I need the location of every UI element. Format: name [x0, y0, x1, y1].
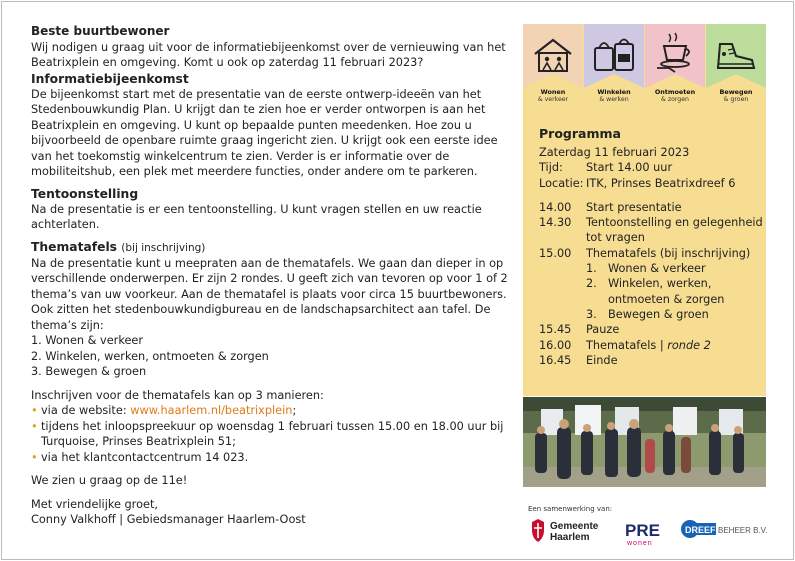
regards: Met vriendelijke groet, — [31, 497, 158, 511]
signup-intro: Inschrijven voor de thematafels kan op 3 manieren: — [31, 388, 324, 402]
tile-label: Bewegen & groen — [719, 88, 753, 103]
programma-panel — [523, 24, 766, 396]
coffee-cup-icon — [645, 24, 705, 88]
gemeente-line2: Haarlem — [550, 532, 590, 543]
gemeente-haarlem-logo — [528, 516, 608, 546]
tile-ontmoeten — [645, 24, 705, 120]
intro-paragraph: Wij nodigen u graag uit voor de informatiebijeenkomst over de vernieuwing van het Beatrixplein en omgeving. Komt u ook op zaterdag 11 februari 2023? — [31, 40, 506, 69]
tile-label: Ontmoeten & zorgen — [654, 88, 696, 103]
dreef-rest: BEHEER B.V. — [718, 526, 768, 535]
schedule-row: 15.00 Thematafels (bij inschrijving) — [539, 246, 751, 260]
gemeente-line1: Gemeente — [550, 521, 599, 532]
section-informatiebijeenkomst — [31, 71, 511, 180]
tile-label: Wonen & verkeer — [537, 88, 569, 103]
schedule-row: 15.45 Pauze — [539, 323, 620, 337]
pre-wonen-logo — [625, 518, 665, 548]
signup-list — [31, 403, 511, 465]
schedule-subitem: 2. Winkelen, werken, ontmoeten & zorgen — [586, 277, 725, 306]
section-title: Tentoonstelling — [31, 186, 139, 201]
tile-wonen — [523, 24, 583, 120]
house-people-icon — [523, 24, 583, 88]
tile-label: Winkelen & werken — [597, 88, 631, 103]
signature: Conny Valkhoff | Gebiedsmanager Haarlem-Oost — [31, 513, 306, 526]
collaboration-label: Een samenwerking van: — [528, 505, 613, 513]
section-tentoonstelling — [31, 186, 511, 233]
tile-winkelen — [584, 24, 644, 120]
website-link[interactable]: www.haarlem.nl/beatrixplein — [130, 404, 293, 417]
section-body: De bijeenkomst start met de presentatie van de eerste ontwerp-ideeën van het Stedenbouwkundig Plan. U krijgt dan te zien hoe er verder ontworpen is aan het Beatrixplein en omgeving. U kunt op bepaalde punten meedenken. Hoe zou u bijvoorbeeld de openbare ruimte graag ingericht zien. U krijgt ook een eerste idee van het toekomstig winkelcentrum te zien. Verder is er informatie over de mobiliteitshub, een plek met meerdere functies, onder andere om te parkeren. — [31, 87, 498, 178]
signup-spreekuur: • tijdens het inloopspreekuur op woensdag 1 februari tussen 15.00 en 18.00 uur bij Turquoise, Prinses Beatrixplein 51; — [31, 419, 511, 450]
section-body: Na de presentatie kunt u meepraten aan de thematafels. We gaan dan dieper in op verschillende onderwerpen. Er zijn 2 rondes. U geeft zich van tevoren op voor 1 of 2 thema’s van uw voorkeur. Aan de thematafel is plaats voor circa 15 buurtbewoners. Ook zitten het stedenbouwkundigbureau en de landschapsarchitect aan tafel. De thema’s zijn: — [31, 256, 508, 332]
theme-item: 2. Winkelen, werken, ontmoeten & zorgen — [31, 349, 269, 363]
schedule-row: 14.00 Start presentatie — [539, 200, 682, 214]
tile-bewegen — [706, 24, 766, 120]
closing-line: We zien u graag op de 11e! — [31, 474, 188, 487]
dreef-box: DREEF — [685, 525, 716, 535]
schedule-subitem: 1. Wonen & verkeer — [586, 262, 706, 276]
greeting: Beste buurtbewoner — [31, 24, 170, 38]
letter-body — [31, 24, 511, 528]
theme-tiles — [523, 24, 766, 120]
section-title: Informatiebijeenkomst — [31, 71, 189, 86]
theme-item: 1. Wonen & verkeer — [31, 334, 144, 347]
section-title: Thematafels (bij inschrijving) — [31, 239, 206, 254]
schedule-row: 16.45 Einde — [539, 353, 618, 367]
dreef-beheer-logo — [680, 515, 770, 545]
shopping-bags-icon — [584, 24, 644, 88]
section-thematafels — [31, 239, 511, 380]
section-title-note: (bij inschrijving) — [121, 241, 206, 254]
pre-top: PRE — [625, 521, 660, 540]
programma-title: Programma — [539, 126, 621, 141]
signup-kcc: • via het klantcontactcentrum 14 023. — [31, 450, 511, 466]
programma-tijd: Tijd: Start 14.00 uur — [539, 161, 673, 175]
sneaker-icon — [706, 24, 766, 88]
section-body: Na de presentatie is er een tentoonstelling. U kunt vragen stellen en uw reactie achterlaten. — [31, 202, 482, 231]
programma — [539, 125, 764, 368]
schedule — [539, 200, 764, 368]
event-photo — [523, 397, 766, 487]
theme-item: 3. Bewegen & groen — [31, 365, 147, 378]
signup-website: • via de website: www.haarlem.nl/beatrixplein; — [31, 403, 511, 419]
schedule-subitem: 3. Bewegen & groen — [586, 307, 709, 321]
programma-locatie: Locatie: ITK, Prinses Beatrixdreef 6 — [539, 176, 736, 190]
schedule-row: 16.00 Thematafels | ronde 2 — [539, 338, 711, 352]
programma-date: Zaterdag 11 februari 2023 — [539, 146, 690, 159]
pre-bottom: wonen — [627, 540, 653, 547]
schedule-row: 14.30 Tentoonstelling en gelegenheid tot vragen — [539, 216, 763, 245]
